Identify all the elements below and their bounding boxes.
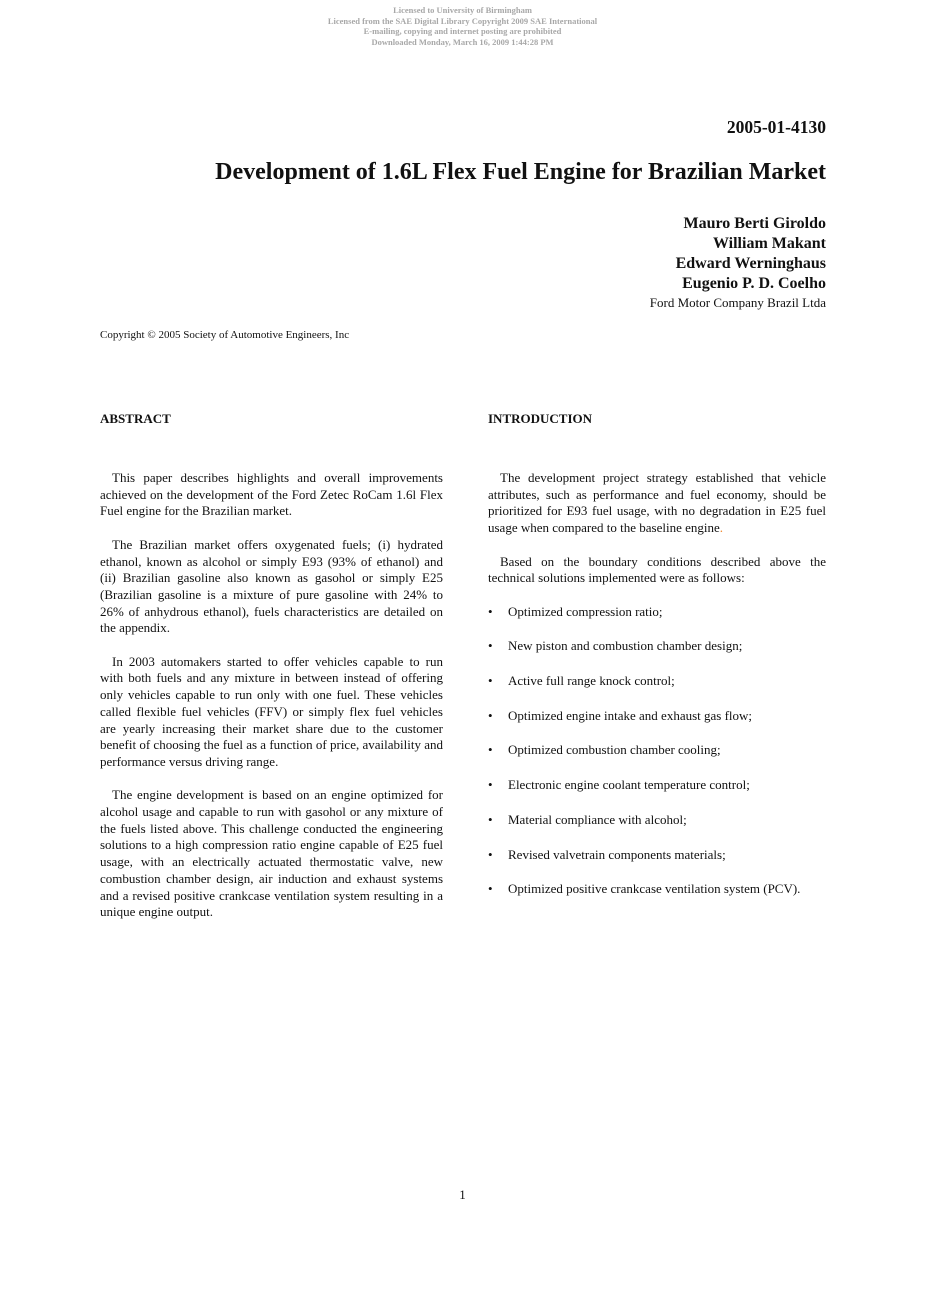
watermark-line: Downloaded Monday, March 16, 2009 1:44:28 PM (371, 36, 554, 47)
bullet-icon: • (488, 811, 493, 827)
list-item-text: New piston and combustion chamber design; (508, 638, 743, 654)
list-item (488, 638, 826, 655)
bullet-icon: • (488, 777, 493, 793)
bullet-icon: • (488, 638, 493, 654)
list-item (488, 881, 826, 898)
solutions-list (488, 604, 826, 898)
paper-title: Development of 1.6L Flex Fuel Engine for Brazilian Market (215, 159, 826, 185)
author: Edward Werninghaus (675, 255, 826, 272)
list-item-text: Material compliance with alcohol; (508, 811, 687, 827)
list-item-text: Optimized engine intake and exhaust gas flow; (508, 707, 753, 723)
abstract-body (100, 470, 443, 938)
abstract-paragraph: In 2003 automakers started to offer vehicles capable to run with both fuels and any mixture in between instead of offering only vehicles capable to run only with one fuel. These vehicles called flexible fuel vehicles (FFV) or simply flex fuel vehicles are yearly increasing their market share due to the customer benefit of choosing the fuel as a function of price, availability and performance versus driving range. (100, 653, 443, 769)
list-item (488, 673, 826, 690)
bullet-icon: • (488, 707, 493, 723)
list-item-text: Optimized positive crankcase ventilation system (PCV). (508, 881, 801, 897)
abstract-paragraph: The Brazilian market offers oxygenated fuels; (i) hydrated ethanol, known as alcohol or simply E93 (93% of ethanol) and (ii) Brazilian gasoline also known as gasohol or simply E25 (Brazilian gasoline is a mixture of pure gasoline with 24% to 26% of anhydrous ethanol), fuels characteristics are detailed on the appendix. (100, 536, 443, 636)
author: William Makant (712, 235, 826, 252)
list-item (488, 708, 826, 725)
introduction-body (488, 470, 826, 916)
watermark-line: E-mailing, copying and internet posting are prohibited (363, 26, 562, 36)
bullet-icon: • (488, 881, 493, 897)
list-item-text: Electronic engine coolant temperature control; (508, 777, 750, 793)
author-block (650, 214, 826, 312)
abstract-heading: ABSTRACT (100, 411, 171, 426)
list-item (488, 847, 826, 864)
watermark-line: Licensed to University of Birmingham (393, 5, 532, 15)
page-number: 1 (459, 1187, 466, 1202)
list-item (488, 812, 826, 829)
bullet-icon: • (488, 673, 493, 688)
list-item-text: Optimized combustion chamber cooling; (508, 742, 721, 758)
intro-text: The development project strategy established that vehicle attributes, such as performance and fuel economy, should be prioritized for E93 fuel usage, with no degradation in E25 fuel usage when compared to the baseline engine (488, 470, 826, 536)
abstract-paragraph: This paper describes highlights and overall improvements achieved on the development of the Ford Zetec RoCam 1.6l Flex Fuel engine for the Brazilian market. (100, 470, 443, 519)
list-item-text: Active full range knock control; (508, 673, 675, 688)
bullet-icon: • (488, 742, 493, 758)
copyright: Copyright © 2005 Society of Automotive Engineers, Inc (100, 329, 350, 341)
bullet-icon: • (488, 846, 493, 862)
intro-paragraph: Based on the boundary conditions described above the technical solutions implemented were as follows: (488, 553, 826, 586)
list-item-text: Optimized compression ratio; (508, 603, 663, 619)
list-item (488, 777, 826, 794)
intro-paragraph (488, 470, 826, 537)
list-item (488, 742, 826, 759)
list-item-text: Revised valvetrain components materials; (508, 846, 726, 862)
abstract-paragraph: The engine development is based on an engine optimized for alcohol usage and capable to run with gasohol or any mixture of the fuels listed above. This challenge conducted the engineering solutions to a high compression ratio engine capable of E25 fuel usage, with an electrically actuated thermostatic valve, new combustion chamber design, air induction and exhaust systems and a revised positive crankcase ventilation system resulting in a unique engine output. (100, 787, 443, 920)
license-watermark (0, 5, 925, 47)
introduction-heading: INTRODUCTION (488, 411, 593, 426)
list-item (488, 604, 826, 621)
bullet-icon: • (488, 603, 493, 619)
affiliation: Ford Motor Company Brazil Ltda (649, 295, 826, 310)
paper-number: 2005-01-4130 (726, 117, 826, 137)
watermark-line: Licensed from the SAE Digital Library Copyright 2009 SAE International (327, 15, 598, 26)
author: Eugenio P. D. Coelho (682, 275, 826, 292)
intro-period: . (719, 520, 723, 536)
author: Mauro Berti Giroldo (683, 215, 826, 232)
